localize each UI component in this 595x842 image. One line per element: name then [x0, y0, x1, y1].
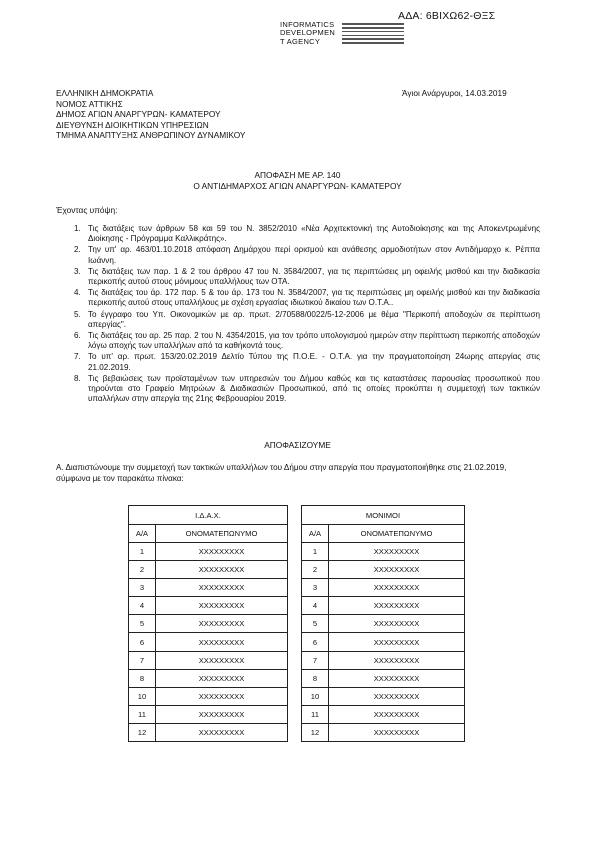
- logo-line: INFORMATICS: [280, 20, 335, 29]
- row-number: 8: [129, 669, 156, 687]
- row-number: 4: [302, 597, 329, 615]
- row-number: 11: [129, 705, 156, 723]
- row-number: 6: [302, 633, 329, 651]
- item-number: 6.: [74, 331, 81, 341]
- row-number: 12: [302, 723, 329, 741]
- item-text: Τις βεβαιώσεις των προϊσταμένων των υπηρεσιών του Δήμου καθώς και τις καταστάσεις παρουσίας προσωπικού που τηρούνται στο Γραφείο Μητρώων & Διαδικασιών Προσωπικού, από τις οποίες προκύπτει η συμμετοχή των τακτικών υπαλλήλων στην απεργία της 21ης Φεβρουαρίου 2019.: [88, 373, 540, 404]
- row-name: XXXXXXXXX: [329, 687, 465, 705]
- row-number: 8: [302, 669, 329, 687]
- row-number: 5: [129, 615, 156, 633]
- row-number: 10: [129, 687, 156, 705]
- list-item: [56, 310, 540, 330]
- item-number: 4.: [74, 288, 81, 298]
- considerations-list: [56, 224, 540, 405]
- row-name: XXXXXXXXX: [329, 669, 465, 687]
- table-row: [302, 669, 465, 687]
- row-name: XXXXXXXXX: [156, 669, 288, 687]
- row-number: 7: [302, 651, 329, 669]
- item-text: Την υπ' αρ. 463/01.10.2018 απόφαση Δημάρχου περί ορισμού και ανάθεσης αρμοδιοτήτων στον Αντιδήμαρχο κ. Ρέππα Ιωάννη.: [88, 245, 540, 265]
- row-name: XXXXXXXXX: [329, 633, 465, 651]
- list-item: [56, 267, 540, 287]
- table-row: [302, 597, 465, 615]
- row-number: 1: [302, 543, 329, 561]
- issuer-line: ΕΛΛΗΝΙΚΗ ΔΗΜΟΚΡΑΤΙΑ: [56, 88, 154, 98]
- row-number: 3: [129, 579, 156, 597]
- row-name: XXXXXXXXX: [156, 579, 288, 597]
- issuer-block: [56, 88, 245, 141]
- list-item: [56, 224, 540, 244]
- table-row: [129, 705, 288, 723]
- document-date: Άγιοι Ανάργυροι, 14.03.2019: [402, 88, 507, 98]
- row-name: XXXXXXXXX: [156, 597, 288, 615]
- list-item: [56, 331, 540, 351]
- row-name: XXXXXXXXX: [329, 615, 465, 633]
- item-text: Το έγγραφο του Υπ. Οικονομικών με αρ. πρωτ. 2/70588/0022/5-12-2006 με θέμα "Περικοπή αποδοχών σε περίπτωση απεργίας".: [88, 309, 540, 329]
- row-number: 3: [302, 579, 329, 597]
- issuer-line: ΔΙΕΥΘΥΝΣΗ ΔΙΟΙΚΗΤΙΚΩΝ ΥΠΗΡΕΣΙΩΝ: [56, 119, 209, 130]
- row-name: XXXXXXXXX: [156, 543, 288, 561]
- item-number: 2.: [74, 245, 81, 255]
- table-row: [129, 615, 288, 633]
- item-text: Τις διατάξεις των παρ. 1 & 2 του άρθρου 47 του Ν. 3584/2007, για τις περιπτώσεις μη οφειλής μισθού και την διαδικασία περικοπής αυτού στους μόνιμους υπαλλήλους των ΟΤΑ.: [88, 266, 540, 287]
- ada-code: ΑΔΑ: 6ΒΙΧΩ62-ΘΞΣ: [398, 10, 496, 22]
- row-name: XXXXXXXXX: [329, 579, 465, 597]
- list-item: [56, 352, 540, 372]
- table-row: [302, 615, 465, 633]
- row-number: 7: [129, 651, 156, 669]
- row-name: XXXXXXXXX: [156, 651, 288, 669]
- table-row: [129, 633, 288, 651]
- table-row: [302, 651, 465, 669]
- row-name: XXXXXXXXX: [329, 705, 465, 723]
- row-number: 2: [129, 561, 156, 579]
- decision-subtitle: Ο ΑΝΤΙΔΗΜΑΡΧΟΣ ΑΓΙΩΝ ΑΝΑΡΓΥΡΩΝ- ΚΑΜΑΤΕΡΟΥ: [193, 181, 402, 191]
- table-row: [302, 705, 465, 723]
- item-text: Τις διατάξεις του αρ. 25 παρ. 2 του Ν. 4354/2015, για τον τρόπο υπολογισμού ημερών στην περίπτωση περικοπής αποδοχών λόγω αποχής των υπαλλήλων από τα καθήκοντά τους.: [88, 331, 540, 351]
- row-name: XXXXXXXXX: [329, 561, 465, 579]
- table-row: [129, 687, 288, 705]
- paragraph-a: Α. Διαπιστώνουμε την συμμετοχή των τακτικών υπαλλήλων του Δήμου στην απεργία που πραγματοποιήθηκε στις 21.02.2019, σύμφωνα με τον παρακάτω πίνακα:: [56, 463, 507, 483]
- row-number: 11: [302, 705, 329, 723]
- table-row: [302, 561, 465, 579]
- row-name: XXXXXXXXX: [329, 543, 465, 561]
- issuer-line: ΤΜΗΜΑ ΑΝΑΠΤΥΞΗΣ ΑΝΘΡΩΠΙΝΟΥ ΔΥΝΑΜΙΚΟΥ: [56, 130, 246, 140]
- table-row: [302, 543, 465, 561]
- row-number: 4: [129, 597, 156, 615]
- table-row: [129, 561, 288, 579]
- decision-title: ΑΠΟΦΑΣΗ ΜΕ ΑΡ. 140: [254, 170, 341, 180]
- row-name: XXXXXXXXX: [156, 723, 288, 741]
- row-number: 10: [302, 687, 329, 705]
- row-number: 12: [129, 723, 156, 741]
- row-number: 2: [302, 561, 329, 579]
- table-row: [129, 669, 288, 687]
- item-number: 8.: [74, 373, 81, 383]
- item-text: Τις διατάξεις των άρθρων 58 και 59 του Ν. 3852/2010 «Νέα Αρχιτεκτονική της Αυτοδιοίκησης και της Αποκεντρωμένης Διοίκησης - Πρόγραμμα Καλλικράτης».: [88, 224, 540, 244]
- logo-line: DEVELOPMEN: [280, 28, 336, 38]
- table-row: [302, 633, 465, 651]
- column-header-number: Α/Α: [129, 525, 156, 543]
- issuer-line: ΔΗΜΟΣ ΑΓΙΩΝ ΑΝΑΡΓΥΡΩΝ- ΚΑΜΑΤΕΡΟΥ: [56, 109, 221, 119]
- item-text: Το υπ' αρ. πρωτ. 153/20.02.2019 Δελτίο Τύπου της Π.Ο.Ε. - Ο.Τ.Α. για την πραγματοποίηση 24ωρης απεργίας στις 21.02.2019.: [88, 352, 540, 372]
- table-row: [129, 579, 288, 597]
- table-title: ΜΟΝΙΜΟΙ: [302, 506, 465, 525]
- row-name: XXXXXXXXX: [329, 723, 465, 741]
- row-number: 6: [129, 633, 156, 651]
- row-name: XXXXXXXXX: [156, 687, 288, 705]
- permanent-staff-table: [301, 505, 465, 742]
- agency-logo: [280, 21, 440, 51]
- row-name: XXXXXXXXX: [156, 633, 288, 651]
- item-number: 1.: [74, 224, 81, 233]
- logo-wordmark: [280, 21, 335, 46]
- item-text: Τις διατάξεις του άρ. 172 παρ. 5 & του άρ. 173 του Ν. 3584/2007, για τις περιπτώσεις μη οφειλής μισθού και την διαδικασία περικοπής αυτού στους υπαλλήλους με σχέση εργασίας ιδιωτικού δικαίου των Ο.Τ.Α..: [88, 288, 540, 308]
- list-item: [56, 245, 540, 265]
- issuer-line: ΝΟΜΟΣ ΑΤΤΙΚΗΣ: [56, 98, 123, 109]
- list-item: [56, 374, 540, 405]
- table-row: [302, 579, 465, 597]
- idax-table: [128, 505, 288, 742]
- row-name: XXXXXXXXX: [156, 705, 288, 723]
- row-number: 1: [129, 543, 156, 561]
- column-header-name: ΟΝΟΜΑΤΕΠΩΝΥΜΟ: [156, 525, 288, 543]
- we-decide-heading: ΑΠΟΦΑΣΙΖΟΥΜΕ: [264, 440, 331, 450]
- row-number: 5: [302, 615, 329, 633]
- item-number: 7.: [74, 352, 81, 362]
- logo-fine-print: [342, 21, 404, 44]
- item-number: 5.: [74, 309, 81, 319]
- row-name: XXXXXXXXX: [156, 561, 288, 579]
- table-row: [302, 723, 465, 741]
- table-row: [129, 597, 288, 615]
- table-title: Ι.Δ.Α.Χ.: [129, 506, 288, 525]
- row-name: XXXXXXXXX: [329, 651, 465, 669]
- item-number: 3.: [74, 266, 81, 276]
- column-header-name: ΟΝΟΜΑΤΕΠΩΝΥΜΟ: [329, 525, 465, 543]
- row-name: XXXXXXXXX: [329, 597, 465, 615]
- table-row: [302, 687, 465, 705]
- list-item: [56, 288, 540, 308]
- table-row: [129, 543, 288, 561]
- table-row: [129, 651, 288, 669]
- row-name: XXXXXXXXX: [156, 615, 288, 633]
- column-header-number: Α/Α: [302, 525, 329, 543]
- considering-heading: Έχοντας υπόψη:: [56, 205, 118, 215]
- logo-line: T AGENCY: [280, 36, 321, 46]
- table-row: [129, 723, 288, 741]
